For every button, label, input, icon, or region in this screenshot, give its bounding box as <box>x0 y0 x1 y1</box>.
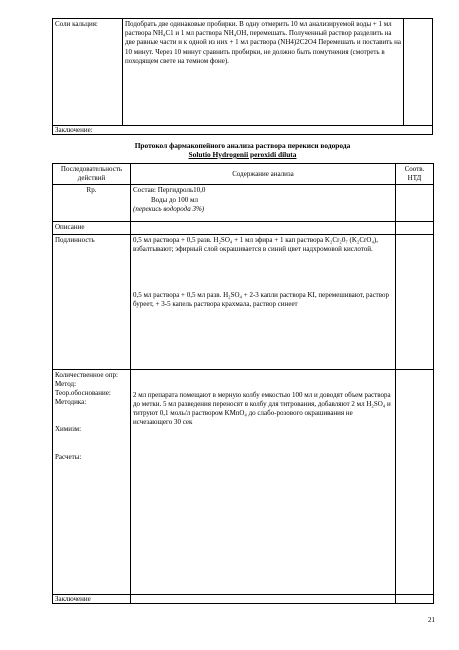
page-number: 21 <box>428 616 435 624</box>
identity-test2: 0,5 мл раствора + 0,5 мл разв. H₂SO₄ + 2-3 капли раствора KI, перемешивают, раствор буреет, + 3-5 капель раствора крахмала, раствор синеет <box>133 291 389 309</box>
protocol-title-text: Протокол фармакопейного анализа раствора перекиси водорода <box>134 141 351 150</box>
description-content <box>131 222 396 234</box>
description-label: Описание <box>53 222 131 234</box>
quant-content <box>131 369 396 594</box>
quant-text: 2 мл препарата помещают в мерную колбу емкостью 100 мл и доводят объем раствора до метки. 5 мл разведения переносят в колбу для титрования, добавляют 2 мл H₂SO₄ и титруют 0,1 моль/л раствором KMnO₄ до слабо-розового окрашивания не исчезающего 30 сек <box>133 390 391 427</box>
identity-ntd <box>396 234 434 369</box>
technique-label: Методика: <box>55 398 87 407</box>
conclusion-label-2: Заключение <box>53 594 131 603</box>
theory-label: Теор.обоснование: <box>55 389 111 398</box>
calcium-salts-label: Соли кальция: <box>53 19 123 126</box>
rp-line3: (перекись водорода 3%) <box>133 204 205 213</box>
calcium-salts-table <box>52 18 433 135</box>
rp-line1: Состав: Пергидроль10,0 <box>133 186 206 195</box>
conclusion-ntd <box>396 594 434 603</box>
header-content: Содержание анализа <box>131 164 396 185</box>
calcium-salts-procedure: Подобрать две одинаковые пробирки. В одну отмерить 10 мл анализируемой воды + 1 мл раствора NH₄C1 и 1 мл раствора NH₄OH, перемешать. Полученный раствор разделить на две равные части и к одной из них + 1 мл раствора (NH4)2C2O4 Перемешать и поставить на 10 минут. Через 10 минут сравнить пробирки, не должно быть помутнения (смотреть в походящем свете на темном фоне). <box>123 19 404 126</box>
conclusion-label-1: Заключение: <box>53 126 433 135</box>
protocol-table <box>52 163 434 604</box>
quant-label: Количественное опр: <box>55 370 118 379</box>
header-ntd: Соотв. НТД <box>396 164 434 185</box>
header-actions: Последовательность действий <box>53 164 131 185</box>
conclusion-content <box>131 594 396 603</box>
chemistry-label: Химизм: <box>55 425 82 434</box>
method-label: Метод: <box>55 379 77 388</box>
quant-labels <box>53 369 131 594</box>
rp-line2: Воды до 100 мл <box>151 195 198 204</box>
identity-test1: 0,5 мл раствора + 0,5 разв. H₂SO₄ + 1 мл эфира + 1 кап раствора K₂Cr₂0₇ (K₂CrO₄), взбалтывают; эфирный слой окрашивается в синий цвет надхромовой кислотой. <box>133 235 378 253</box>
description-ntd <box>396 222 434 234</box>
quant-ntd <box>396 369 434 594</box>
ntd-cell <box>404 19 433 126</box>
rp-label: Rp. <box>53 185 131 222</box>
identity-label: Подлинность <box>53 234 131 369</box>
calc-label: Расчеты: <box>55 452 82 461</box>
protocol-subtitle: Solutio Hydrogenii peroxidi diluta <box>188 150 297 159</box>
rp-ntd <box>396 185 434 222</box>
identity-content <box>131 234 396 369</box>
protocol-title <box>52 141 433 159</box>
rp-content <box>131 185 396 222</box>
